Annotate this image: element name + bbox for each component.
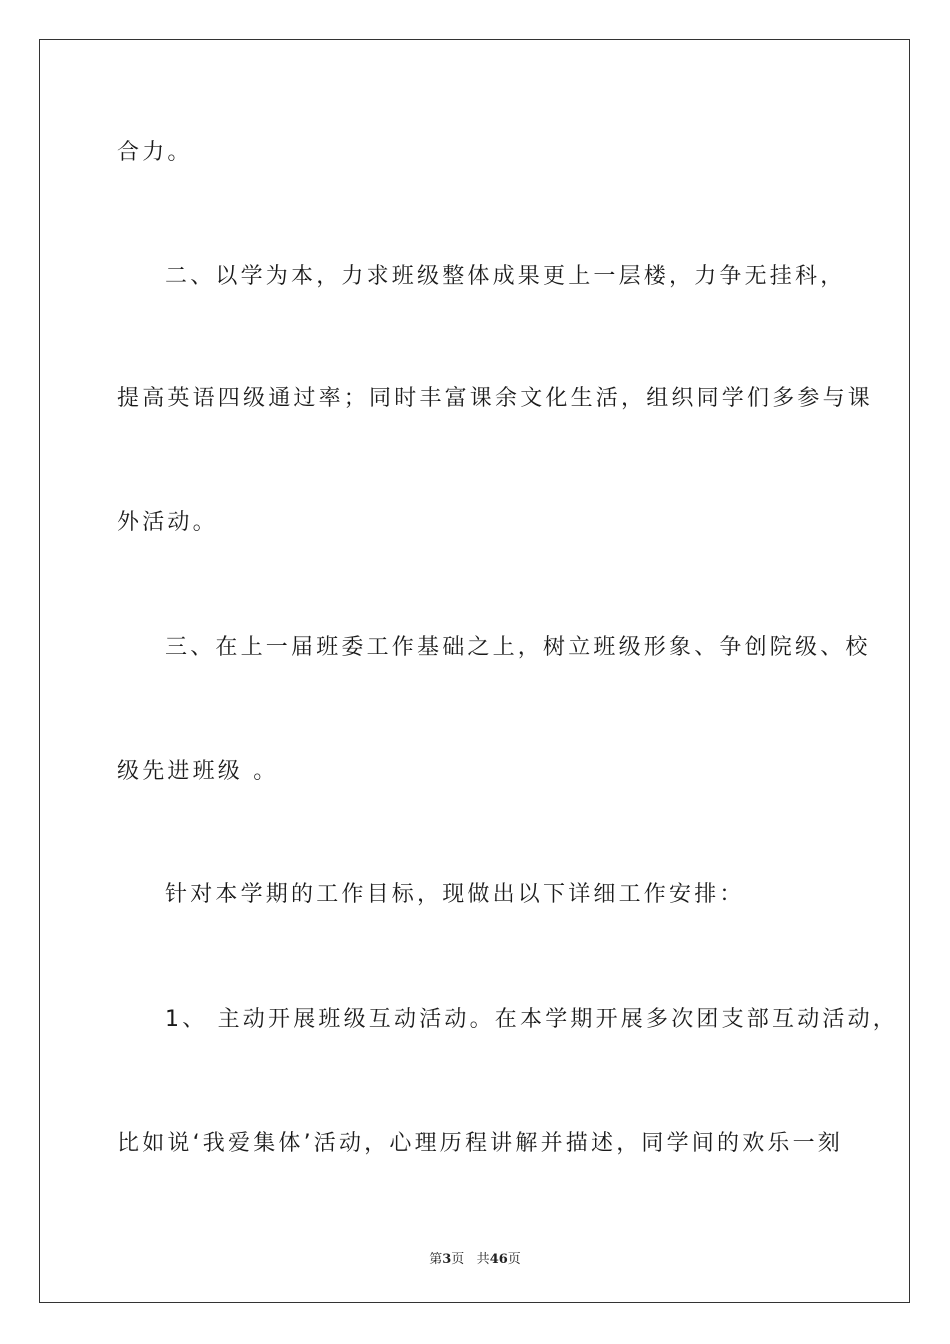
page-suffix: 页 [451,1252,465,1267]
paragraph-line-4: 外活动。 [117,510,218,535]
page-prefix: 第 [429,1252,443,1267]
paragraph-line-3: 提高英语四级通过率；同时丰富课余文化生活，组织同学们多参与课 [117,386,874,411]
paragraph-line-8: 1、 主动开展班级互动活动。在本学期开展多次团支部互动活动， [165,1007,898,1032]
page-border [39,39,910,1303]
current-page-number: 3 [442,1252,452,1267]
page-footer [0,1248,950,1267]
paragraph-line-6: 级先进班级 。 [117,759,279,784]
paragraph-line-5: 三、在上一届班委工作基础之上，树立班级形象、争创院级、校 [165,635,871,660]
total-prefix: 共 [476,1252,490,1267]
total-suffix: 页 [507,1252,521,1267]
paragraph-line-7: 针对本学期的工作目标，现做出以下详细工作安排： [165,882,745,907]
total-pages-number: 46 [489,1252,508,1267]
paragraph-line-1: 合力。 [117,140,193,165]
paragraph-line-2: 二、以学为本，力求班级整体成果更上一层楼，力争无挂科， [165,264,846,289]
paragraph-line-9: 比如说‘我爱集体’活动，心理历程讲解并描述，同学间的欢乐一刻 [117,1131,843,1156]
